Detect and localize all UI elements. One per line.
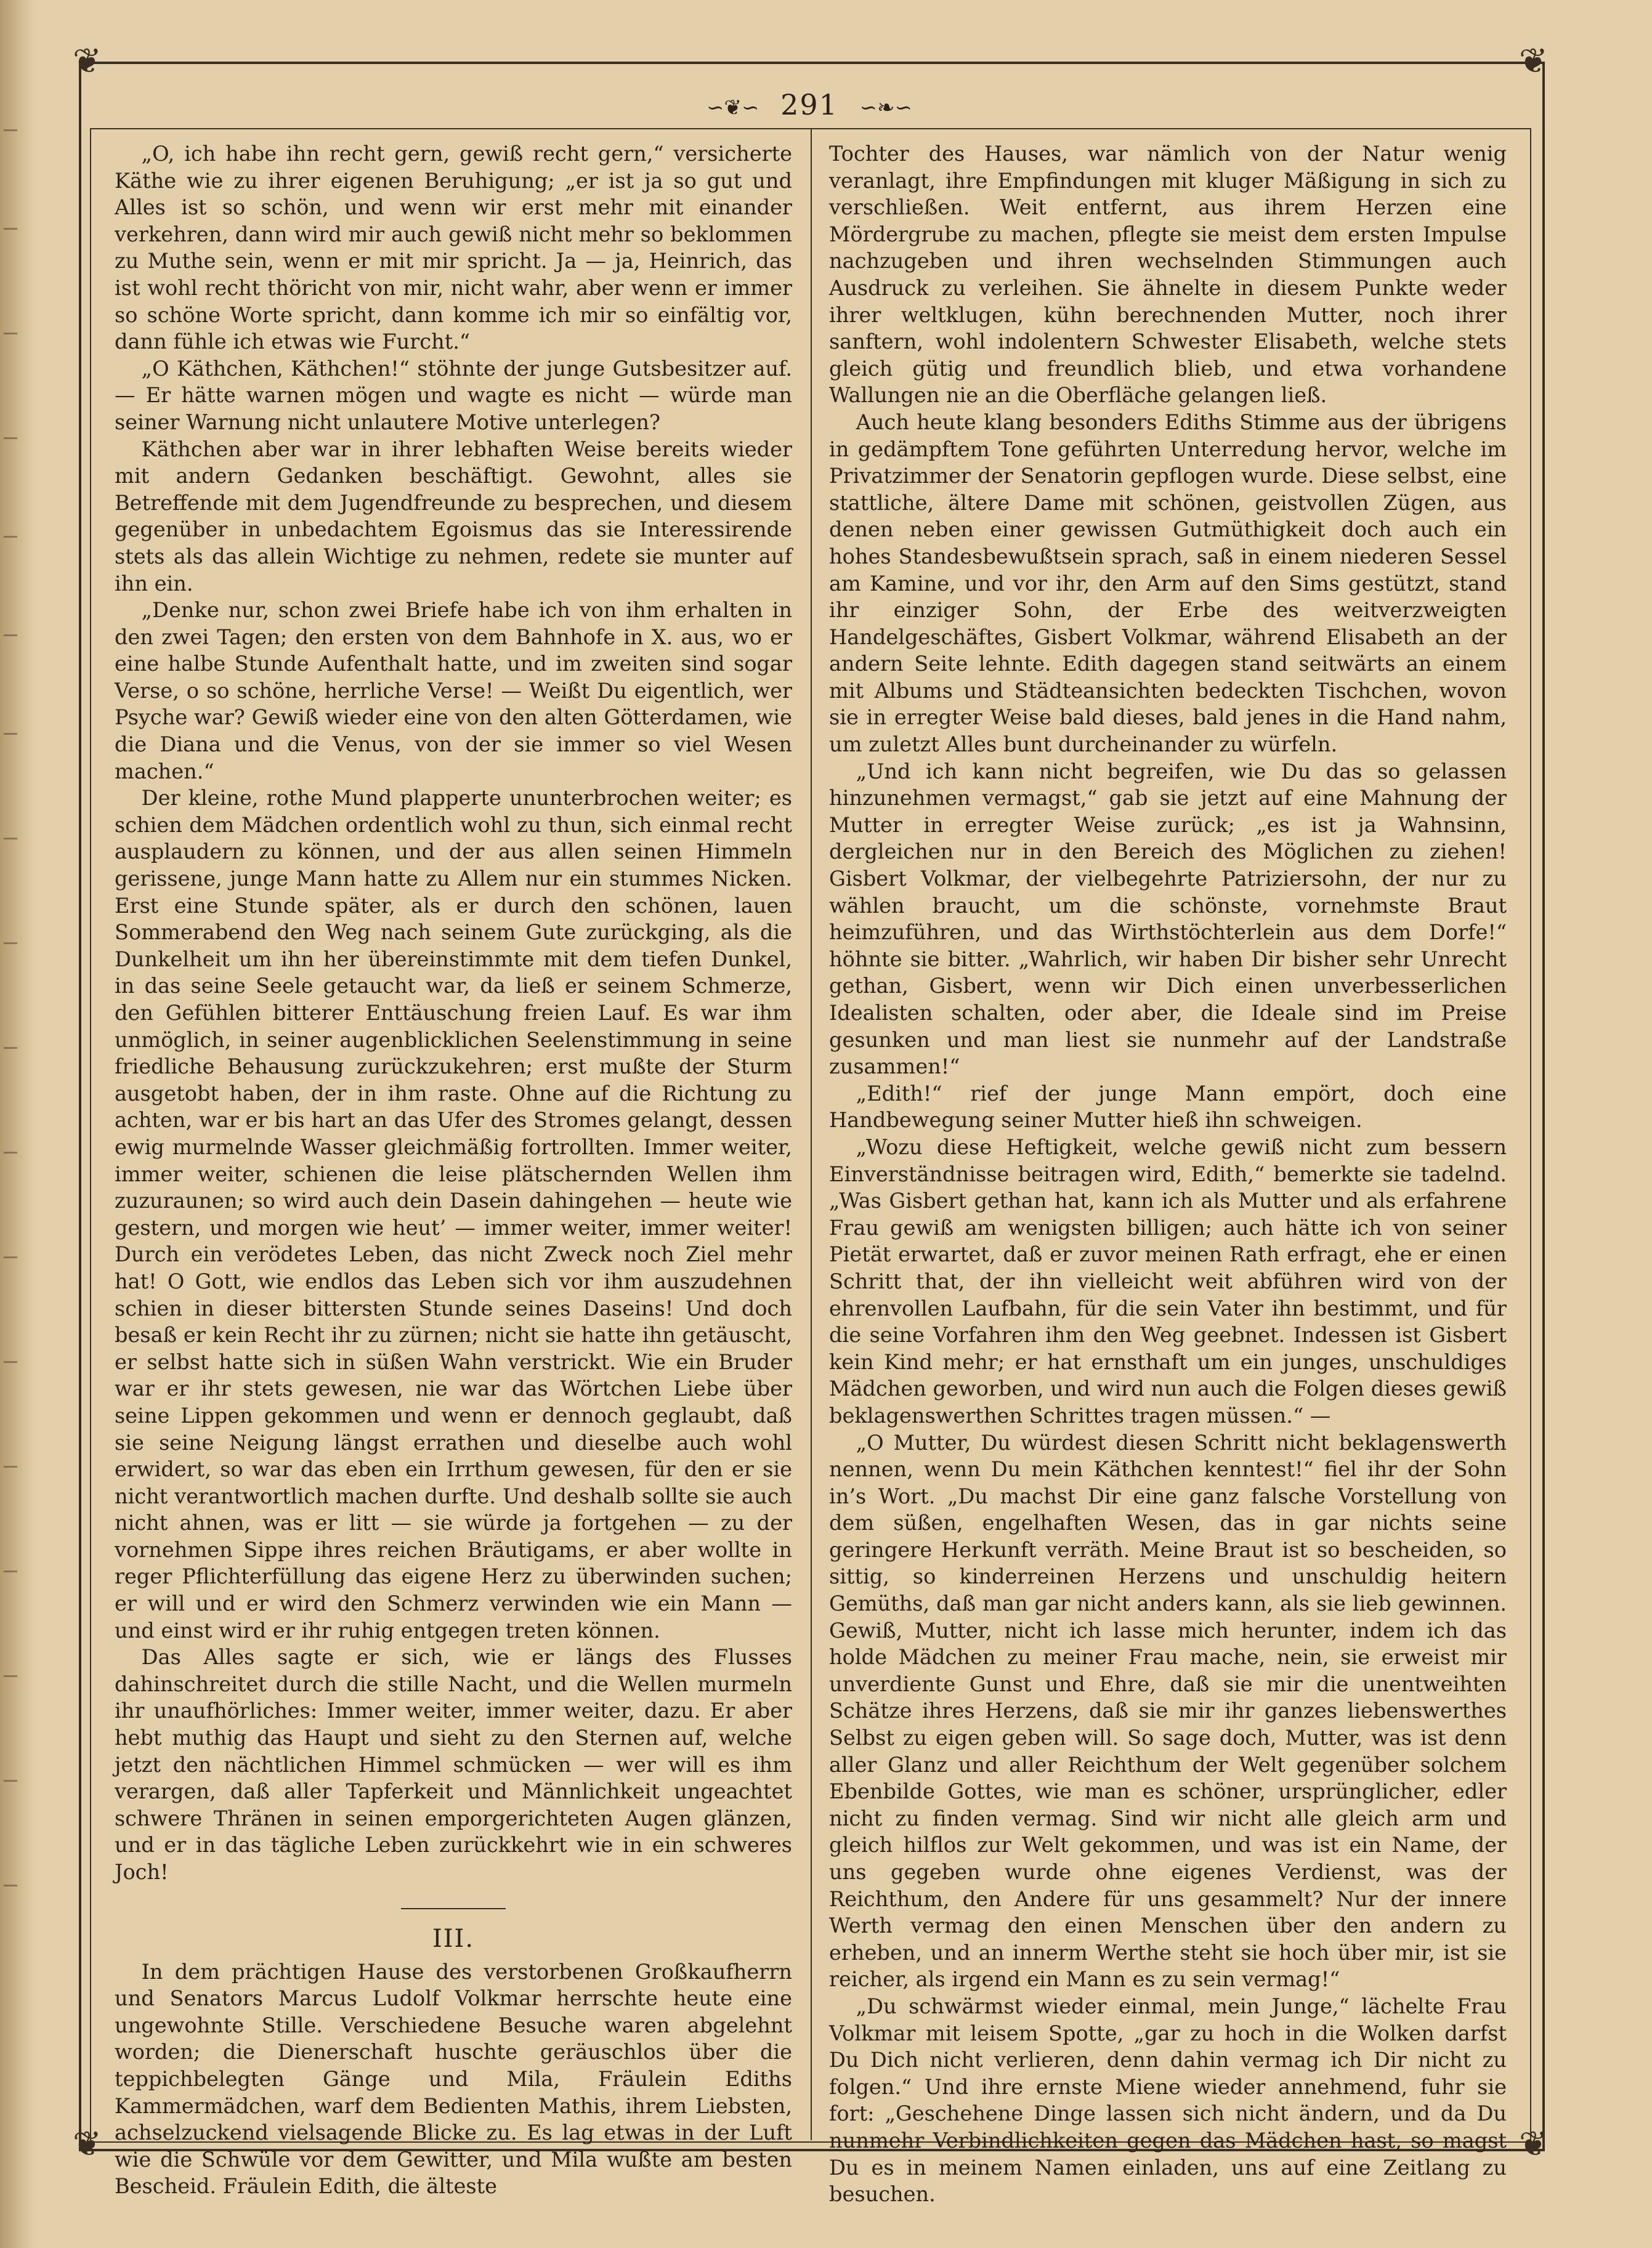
- paragraph: „Denke nur, schon zwei Briefe habe ich von ihm erhalten in den zwei Tagen; den ersten von dem Bahnhofe in X. aus, wo er eine halbe Stunde Aufenthalt hatte, und im zweiten sind sogar Verse, o so schöne, herrliche Verse! — Weißt Du eigentlich, wer Psyche war? Gewiß wieder eine von den alten Götterdamen, wie die Diana und die Venus, von der sie immer so viel Wesen machen.“: [115, 598, 792, 783]
- paragraph: Tochter des Hauses, war nämlich von der Natur wenig veranlagt, ihre Empfindungen mit kluger Mäßigung in sich zu verschließen. Weit entfernt, aus ihrem Herzen eine Mördergrube zu machen, pflegte sie meist dem ersten Impulse nachzugeben und ihren wechselnden Stimmungen auch Ausdruck zu verleihen. Sie ähnelte in diesem Punkte weder ihrer weltklugen, kühn berechnenden Mutter, noch ihrer sanftern, wohl indolentern Schwester Elisabeth, welche stets gleich gütig und freundlich blieb, und etwa vorhandene Wallungen nie an die Oberfläche gelangen ließ.: [829, 142, 1507, 408]
- paragraph: Der kleine, rothe Mund plapperte ununterbrochen weiter; es schien dem Mädchen ordentlich wohl zu thun, sich einmal recht ausplaudern zu können, und der aus allen seinen Himmeln gerissene, junge Mann hatte zu Allem nur ein stummes Nicken. Erst eine Stunde später, als er durch den schönen, lauen Sommerabend den Weg nach seinem Gute zurückging, als die Dunkelheit um ihn her übereinstimmte mit dem tiefen Dunkel, in das seine Seele getaucht war, da ließ er seinem Schmerze, den Gefühlen bitterer Enttäuschung freien Lauf. Es war ihm unmöglich, in seiner augenblicklichen Seelenstimmung in seine friedliche Behausung zurückzukehren; erst mußte der Sturm ausgetobt haben, der in ihm raste. Ohne auf die Richtung zu achten, war er bis hart an das Ufer des Stromes gelangt, dessen ewig murmelnde Wasser gleichmäßig fortrollten. Immer weiter, immer weiter, schienen die leise plätschernden Wellen ihm zuzuraunen; so wird auch dein Dasein dahingehen — heute wie gestern, und morgen wie heut’ — immer weiter, immer weiter! Durch ein verödetes Leben, das nicht Zweck noch Ziel mehr hat! O Gott, wie endlos das Leben sich vor ihm auszudehnen schien in dieser bittersten Stunde seines Daseins! Und doch besaß er kein Recht ihr zu zürnen; nicht sie hatte ihn getäuscht, er selbst hatte sich in süßen Wahn verstrickt. Wie ein Bruder war er ihr stets gewesen, nie war das Wörtchen Liebe über seine Lippen gekommen und wenn er dennoch geglaubt, daß sie seine Neigung längst errathen und dieselbe auch wohl erwidert, so war das eben ein Irrthum gewesen, für den er sie nicht verantwortlich machen durfte. Und deshalb sollte sie auch nicht ahnen, was er litt — sie würde ja fortgehen — zu der vornehmen Sippe ihres reichen Bräutigams, er aber wollte in reger Pflichterfüllung das eigene Herz zu überwinden suchen; er will und er wird den Schmerz verwinden wie ein Mann — und einst wird er ihr ruhig entgegen treten können.: [115, 786, 792, 1643]
- column-divider: [811, 128, 812, 2140]
- paragraph: Das Alles sagte er sich, wie er längs des Flusses dahinschreitet durch die stille Nacht, und die Wellen murmeln ihr unaufhörliches: Immer weiter, immer weiter, dazu. Er aber hebt muthig das Haupt und sieht zu den Sternen auf, welche jetzt den nächtlichen Himmel schmücken — wer will es ihm verargen, daß aller Tapferkeit und Männlichkeit ungeachtet schwere Thränen in seinen emporgerichteten Augen glänzen, und er in das tägliche Leben zurückkehrt wie in ein schweres Joch!: [115, 1645, 792, 1884]
- corner-ornament-bottom-left: ❦: [73, 2124, 102, 2164]
- paragraph: „O Käthchen, Käthchen!“ stöhnte der junge Gutsbesitzer auf. — Er hätte warnen mögen und wagte es nicht — würde man seiner Warnung nicht unlautere Motive unterlegen?: [115, 356, 792, 434]
- paragraph: „O, ich habe ihn recht gern, gewiß recht gern,“ versicherte Käthe wie zu ihrer eigenen Beruhigung; „er ist ja so gut und Alles ist so schön, und wenn wir erst mehr mit einander verkehren, dann wird mir auch gewiß nicht mehr so beklommen zu Muthe sein, wenn er mit mir spricht. Ja — ja, Heinrich, das ist wohl recht thöricht von mir, nicht wahr, aber wenn er immer so schöne Worte spricht, dann komme ich mir so einfältig vor, dann fühle ich etwas wie Furcht.“: [115, 142, 792, 354]
- paragraph: In dem prächtigen Hause des verstorbenen Großkaufherrn und Senators Marcus Ludolf Volkmar herrschte heute eine ungewohnte Stille. Verschiedene Besuche waren abgelehnt worden; die Dienerschaft huschte geräuschlos über die teppichbelegten Gänge und Mila, Fräulein Ediths Kammermädchen, warf dem Bedienten Mathis, ihrem Liebsten, achselzuckend vielsagende Blicke zu. Es lag etwas in der Luft wie die Schwüle vor dem Gewitter, und Mila wußte am besten Bescheid. Fräulein Edith, die älteste: [115, 1959, 792, 2199]
- corner-ornament-bottom-right: ❦: [1519, 2124, 1548, 2164]
- paragraph: „Du schwärmst wieder einmal, mein Junge,“ lächelte Frau Volkmar mit leisem Spotte, „gar zu hoch in die Wolken darfst Du Dich nicht verlieren, denn dahin vermag ich Dir nicht zu folgen.“ Und ihre ernste Miene wieder annehmend, fuhr sie fort: „Geschehene Dinge lassen sich nicht ändern, und da Du nunmehr Verbindlichkeiten gegen das Mädchen hast, so magst Du es in meinem Namen einladen, uns auf eine Zeitlang zu besuchen.: [829, 1994, 1507, 2207]
- section-separator-rule: [401, 1908, 506, 1909]
- right-column: [829, 140, 1507, 2207]
- paragraph: „Edith!“ rief der junge Mann empört, doch eine Handbewegung seiner Mutter hieß ihn schweigen.: [829, 1081, 1507, 1133]
- paragraph: „Wozu diese Heftigkeit, welche gewiß nicht zum bessern Einverständnisse beitragen wird, Edith,“ bemerkte sie tadelnd. „Was Gisbert gethan hat, kann ich als Mutter und als erfahrene Frau gewiß am wenigsten billigen; auch hätte ich von seiner Pietät erwartet, daß er zuvor meinen Rath erfragt, ehe er einen Schritt that, der ihn vielleicht weit abführen wird von der ehrenvollen Laufbahn, für die sein Vater ihn bestimmt, und für die seine Vorfahren ihm den Weg geebnet. Indessen ist Gisbert kein Kind mehr; er hat ernsthaft um ein junges, unschuldiges Mädchen geworben, und wird nun auch die Folgen dieses gewiß beklagenswerthen Schrittes tragen müssen.“ —: [829, 1134, 1507, 1428]
- page-header: [90, 86, 1529, 123]
- page-number: 291: [780, 88, 838, 121]
- paragraph: Auch heute klang besonders Ediths Stimme aus der übrigens in gedämpftem Tone geführten Unterredung hervor, welche im Privatzimmer der Senatorin gepflogen wurde. Diese selbst, eine stattliche, ältere Dame mit schönen, geistvollen Zügen, aus denen neben einer gewissen Gutmüthigkeit doch auch ein hohes Standesbewußtsein sprach, saß in einem niederen Sessel am Kamine, und vor ihr, den Arm auf den Sims gestützt, stand ihr einziger Sohn, der Erbe des weitverzweigten Handelgeschäftes, Gisbert Volkmar, während Elisabeth an der andern Seite lehnte. Edith dagegen stand seitwärts an einem mit Albums und Städteansichten bedeckten Tischchen, wovon sie in erregter Weise bald dieses, bald jenes in die Hand nahm, um zuletzt Alles bunt durcheinander zu würfeln.: [829, 410, 1507, 757]
- section-heading: III.: [432, 1924, 475, 1953]
- left-column: [115, 140, 792, 2199]
- header-ornament-right: ∽❧∽: [859, 95, 912, 120]
- corner-ornament-top-left: ❦: [73, 41, 102, 81]
- header-ornament-left: ∽❦∽: [707, 95, 759, 120]
- paragraph: Käthchen aber war in ihrer lebhaften Weise bereits wieder mit andern Gedanken beschäftigt. Gewohnt, alles sie Betreffende mit dem Jugendfreunde zu besprechen, und diesem gegenüber in unbedachtem Egoismus das sie Interessirende stets als das allein Wichtige zu nehmen, redete sie munter auf ihn ein.: [115, 437, 792, 596]
- paragraph: „O Mutter, Du würdest diesen Schritt nicht beklagenswerth nennen, wenn Du mein Käthchen kenntest!“ fiel ihr der Sohn in’s Wort. „Du machst Dir eine ganz falsche Vorstellung von dem süßen, engelhaften Wesen, das in gar nichts seine geringere Herkunft verräth. Meine Braut ist so bescheiden, so sittig, so kinderreinen Herzens und unschuldig heitern Gemüths, daß man gar nicht anders kann, als sie lieb gewinnen. Gewiß, Mutter, nicht ich lasse mich herunter, indem ich das holde Mädchen zu meiner Frau mache, nein, sie erweist mir unverdiente Gunst und Ehre, daß sie mir die unentweihten Schätze ihres Herzens, daß sie mir ihr ganzes liebenswerthes Selbst zu eigen geben will. So sage doch, Mutter, was ist denn aller Glanz und aller Reichthum der Welt gegenüber solchem Ebenbilde Gottes, wie man es schöner, ursprünglicher, edler nicht zu finden vermag. Sind wir nicht alle gleich arm und gleich hilflos zur Welt gekommen, und was ist ein Name, der uns gegeben wurde ohne eigenes Verdienst, was der Reichthum, den Andere für uns gesammelt? Nur der innere Werth vermag den einen Menschen über den andern zu erheben, und an innerm Werthe steht sie hoch über mir, ist sie reicher, als irgend ein Mann es zu sein vermag!“: [829, 1430, 1507, 1992]
- adjacent-page-edge: [4, 92, 22, 2063]
- corner-ornament-top-right: ❦: [1519, 41, 1548, 81]
- paragraph: „Und ich kann nicht begreifen, wie Du das so gelassen hinzunehmen vermagst,“ gab sie jetzt auf eine Mahnung der Mutter in erregter Weise zurück; „es ist ja Wahnsinn, dergleichen nur in den Bereich des Möglichen zu ziehen! Gisbert Volkmar, der vielbegehrte Patriziersohn, der nur zu wählen braucht, um die schönste, vornehmste Braut heimzuführen, und das Wirthstöchterlein aus dem Dorfe!“ höhnte sie bitter. „Wahrlich, wir haben Dir bisher sehr Unrecht gethan, Gisbert, wenn wir Dich einen unverbesserlichen Idealisten schalten, oder aber, die Ideale sind im Preise gesunken und man liest sie nunmehr auf der Landstraße zusammen!“: [829, 759, 1507, 1079]
